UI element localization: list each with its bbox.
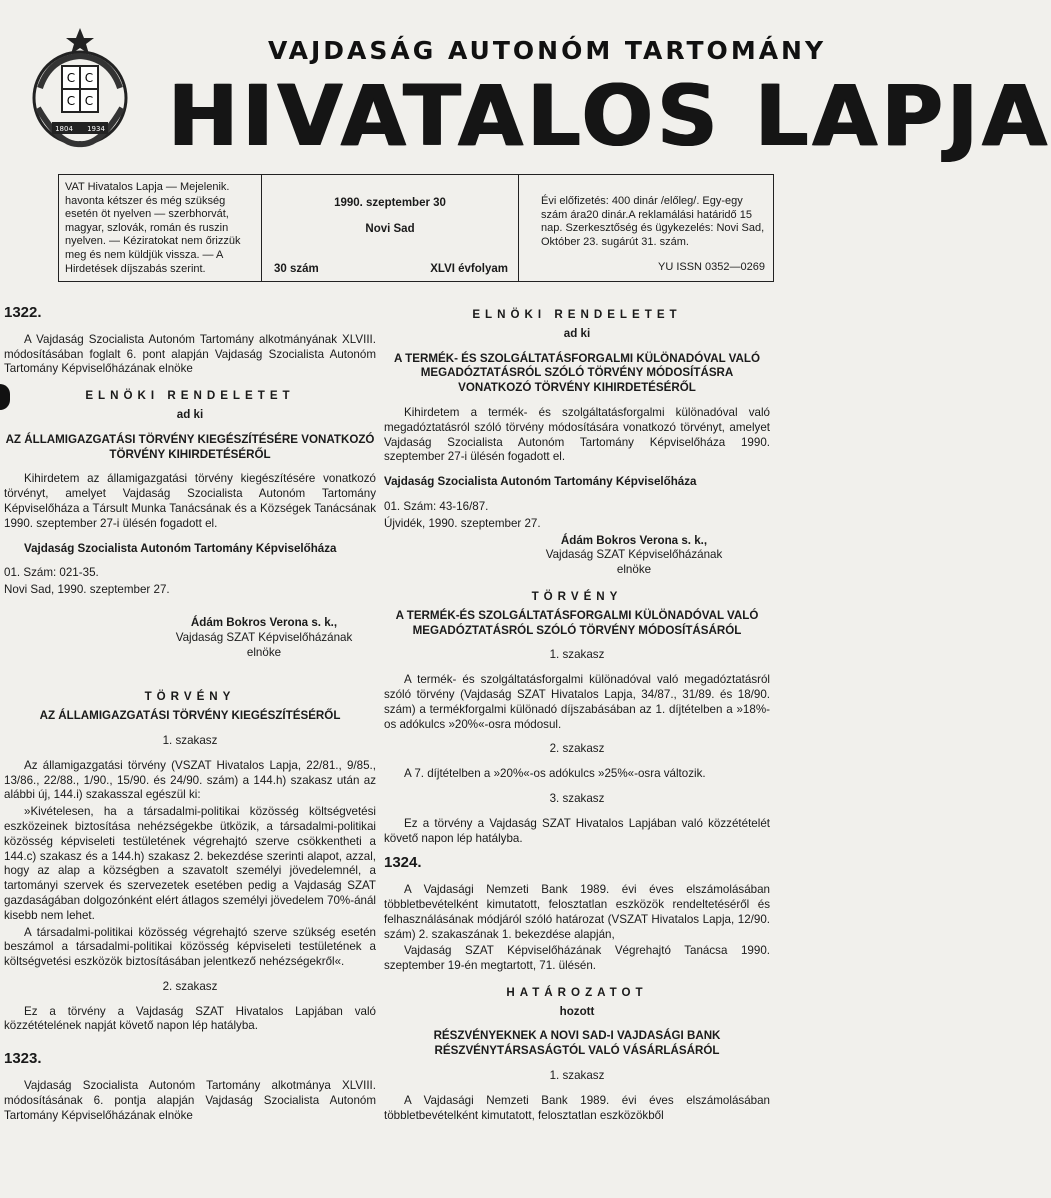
signer-title: elnöke bbox=[246, 645, 282, 659]
subscription-info bbox=[519, 175, 775, 281]
place-date: Újvidék, 1990. szeptember 27. bbox=[384, 516, 541, 530]
paragraph: A 7. díjtételben a »20%«-os adókulcs »25%«-osra változik. bbox=[404, 767, 706, 781]
column-right bbox=[384, 300, 770, 1125]
issn: YU ISSN 0352—0269 bbox=[657, 261, 765, 274]
coat-of-arms-icon bbox=[30, 18, 130, 150]
masthead bbox=[0, 0, 1051, 172]
issuing-body: Vajdaság Szocialista Autonóm Tartomány Képviselőháza bbox=[384, 475, 697, 489]
paragraph: Az államigazgatási törvény (VSZAT Hivatalos Lapja, 22/81., 9/85., 13/86., 22/88., 1/90., 15/90. és 24/90. szám) a 144.h) szakasz után az alábbi új, 144.i) szakasszal egészül ki: bbox=[4, 758, 376, 802]
info-box bbox=[58, 174, 774, 282]
paragraph: Kihirdetem a termék- és szolgáltatásforgalmi különadóval való megadóztatásról szóló törvény módosítására vonatkozó törvényt, amelyet Vajdaság Szocialista Autonóm Tartomány Képviselőháza 1990. szeptember 27-i ülésén fogadott el. bbox=[384, 405, 770, 464]
section-label: 1. szakasz bbox=[549, 648, 605, 662]
paragraph: Ez a törvény a Vajdaság SZAT Hivatalos Lapjában való közzétételének napját követő napon lép hatályba. bbox=[4, 1004, 376, 1033]
decree-heading: ELNÖKI RENDELETET bbox=[85, 389, 295, 403]
section-label: 2. szakasz bbox=[549, 742, 605, 756]
paragraph: A Vajdasági Nemzeti Bank 1989. évi éves elszámolásában többletbevételként kimutatott, felosztatlan eszközök rendeltetéséről és felhasználásának módjáról szóló határozat (VSZAT Hivatalos Lapja, 12/90. szám) 2. szakaszának 1. bekezdése alapján, bbox=[384, 883, 770, 941]
item-number: 1322. bbox=[4, 304, 42, 321]
decree-heading: ELNÖKI RENDELETET bbox=[472, 308, 682, 321]
law-heading: TÖRVÉNY bbox=[144, 690, 236, 704]
place-date: Novi Sad, 1990. szeptember 27. bbox=[4, 583, 170, 597]
item-number: 1323. bbox=[4, 1050, 42, 1068]
paragraph: A termék- és szolgáltatásforgalmi különadóval való megadóztatásról szóló törvény (Vajdaság SZAT Hivatalos Lapja, 34/87., 31/89. és 18/90. szám) a termékforgalmi különadó díjszabásában az 1. díjtételben a »18%-os adókulcs »20%«-osra módosul. bbox=[384, 673, 770, 731]
publication-notice: VAT Hivatalos Lapja — Mejelenik. havonta kétszer és még szükség esetén öt nyelven — szerbhorvát, magyar, szlovák, román és ruszin nyelven. — Kéziratokat nem őrizzük meg és nem küldjük vissza. — A Hirdetések díjszabás szerint. bbox=[65, 181, 241, 275]
gazette-title: HIVATALOS LAPJA bbox=[168, 67, 1051, 165]
signer-role: Vajdaság SZAT Képviselőházának bbox=[175, 630, 353, 644]
section-label: 2. szakasz bbox=[162, 979, 218, 993]
signer-title: elnöke bbox=[616, 563, 652, 577]
publisher-title: VAJDASÁG AUTONÓM TARTOMÁNY bbox=[268, 36, 827, 65]
issue-city: Novi Sad bbox=[365, 223, 415, 235]
column-left bbox=[4, 300, 376, 1125]
paragraph: A Vajdasági Nemzeti Bank 1989. évi éves elszámolásában többletbevételként kimutatott, felosztatlan eszközökből bbox=[384, 1093, 770, 1122]
paragraph: Vajdaság SZAT Képviselőházának Végrehajtó Tanácsa 1990. szeptember 19-én megtartott, 71. ülésén. bbox=[384, 944, 770, 973]
svg-text:1804: 1804 bbox=[55, 125, 73, 133]
svg-text:C: C bbox=[84, 71, 94, 85]
signature-block bbox=[524, 534, 744, 578]
section-label: 1. szakasz bbox=[549, 1069, 605, 1083]
decision-title: RÉSZVÉNYEKNEK A NOVI SAD-I VAJDASÁGI BANK RÉSZVÉNYTÁRSASÁGTÓL VALÓ VÁSÁRLÁSÁRÓL bbox=[433, 1029, 721, 1058]
hozott-label: hozott bbox=[559, 1004, 595, 1018]
paragraph: Vajdaság Szocialista Autonóm Tartomány alkotmánya XLVIII. módosításának 6. pontja alapján Vajdaság Szocialista Autonóm Tartomány Képviselőházának elnöke bbox=[4, 1079, 376, 1122]
act-title: AZ ÁLLAMIGAZGATÁSI TÖRVÉNY KIEGÉSZÍTÉSÉRE VONATKOZÓ TÖRVÉNY KIHIRDETÉSÉRŐL bbox=[5, 432, 375, 461]
paragraph: Kihirdetem az államigazgatási törvény kiegészítésére vonatkozó törvényt, amelyet Vajdaság Szocialista Autonóm Tartomány Képviselőháza a Társult Munka Tanácsának és a Községek Tanácsának 1990. szeptember 27-i ülésén fogadott el. bbox=[4, 472, 376, 530]
svg-text:C: C bbox=[66, 71, 76, 85]
adki-label: ad ki bbox=[176, 407, 204, 421]
reference-number: 01. Szám: 43-16/87. bbox=[384, 499, 489, 513]
signer-name: Ádám Bokros Verona s. k., bbox=[560, 533, 708, 547]
paragraph: »Kivételesen, ha a társadalmi-politikai közösség költségvetési eszközeinek biztosítása nehézségekbe ütközik, a társadalmi-politikai közösség képviseleti testületének végrehajtó szerve csökkentheti a 144.c) szakasz és a 144.h) szakasz 2. bekezdése szerinti alapot, azzal, hogy az alap a községben a szavatolt személyi jövedelemnél, a tartományi szervek és szervezetek esetében pedig a Vajdaság SZAT gazdaságában dolgozónként elért átlagos személyi jövedelem 70%-ánál kisebb nem lehet. bbox=[4, 805, 376, 922]
paragraph: A Vajdaság Szocialista Autonóm Tartomány alkotmányának XLVIII. módosításában foglalt 6. pont alapján Vajdaság Szocialista Autonóm Tartomány Képviselőházának elnöke bbox=[4, 332, 376, 376]
svg-text:C: C bbox=[84, 94, 94, 108]
reference-number: 01. Szám: 021-35. bbox=[4, 566, 99, 580]
item-number: 1324. bbox=[384, 854, 422, 872]
adki-label: ad ki bbox=[563, 326, 591, 340]
subscription-text: Évi előfizetés: 400 dinár /előleg/. Egy-egy szám ára20 dinár.A reklamálási határidő 15 nap. Szerkesztőség és ügykezelés: Novi Sad, Október 23. sugárút 31. szám. bbox=[541, 195, 765, 248]
signer-role: Vajdaság SZAT Képviselőházának bbox=[545, 548, 723, 562]
issuing-body: Vajdaság Szocialista Autonóm Tartomány Képviselőháza bbox=[24, 541, 337, 555]
svg-text:1934: 1934 bbox=[87, 125, 105, 133]
law-heading: TÖRVÉNY bbox=[531, 589, 623, 603]
law-title: AZ ÁLLAMIGAZGATÁSI TÖRVÉNY KIEGÉSZÍTÉSÉRŐL bbox=[39, 709, 341, 723]
issue-number: 30 szám bbox=[274, 263, 319, 275]
issue-info bbox=[261, 175, 519, 281]
section-label: 3. szakasz bbox=[549, 791, 605, 805]
paragraph: Ez a törvény a Vajdaság SZAT Hivatalos Lapjában való közzétételét követő napon lép hatályba. bbox=[384, 816, 770, 845]
signature-block bbox=[164, 616, 364, 660]
svg-text:C: C bbox=[66, 94, 76, 108]
paragraph: A társadalmi-politikai közösség végrehajtó szerve szükség esetén beszámol a társadalmi-politikai közösség képviseleti testületének a költségvetési eszközök biztosításában jelentkező nehézségekről«. bbox=[4, 925, 376, 969]
law-title: A TERMÉK-ÉS SZOLGÁLTATÁSFORGALMI KÜLÖNADÓVAL VALÓ MEGADÓZTATÁSRÓL SZÓLÓ TÖRVÉNY MÓDOSÍTÁSÁRÓL bbox=[395, 608, 759, 637]
act-title: A TERMÉK- ÉS SZOLGÁLTATÁSFORGALMI KÜLÖNADÓVAL VALÓ MEGADÓZTATÁSRÓL SZÓLÓ TÖRVÉNY MÓDOSÍTÁSRA VONATKOZÓ TÖRVÉNY KIHIRDETÉSÉRŐL bbox=[393, 351, 761, 395]
signer-name: Ádám Bokros Verona s. k., bbox=[190, 615, 338, 629]
decision-heading: HATÁROZATOT bbox=[506, 985, 648, 999]
issue-volume: XLVI évfolyam bbox=[430, 263, 508, 275]
section-label: 1. szakasz bbox=[162, 733, 218, 747]
issue-date: 1990. szeptember 30 bbox=[334, 197, 446, 209]
